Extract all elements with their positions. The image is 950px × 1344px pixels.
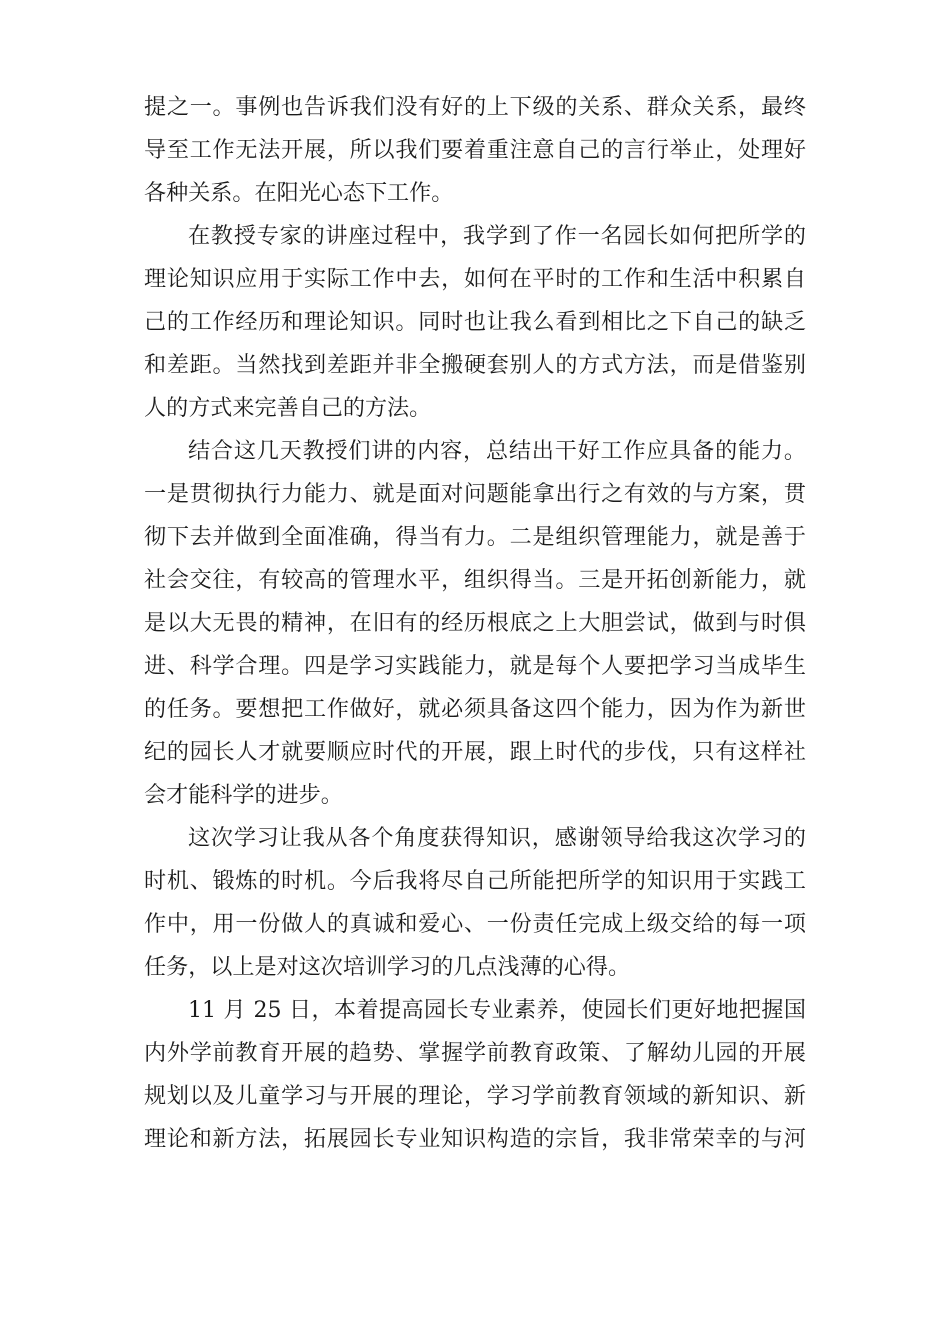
text-line: 导至工作无法开展，所以我们要着重注意自己的言行举止，处理好 [144, 137, 806, 163]
text-line: 进、科学合理。四是学习实践能力，就是每个人要把学习当成毕生 [144, 653, 806, 679]
paragraph-4 [144, 817, 806, 989]
text-line: 己的工作经历和理论知识。同时也让我么看到相比之下自己的缺乏 [144, 309, 806, 335]
text-line: 彻下去并做到全面准确，得当有力。二是组织管理能力，就是善于 [144, 524, 806, 550]
text-line: 这次学习让我从各个角度获得知识，感谢领导给我这次学习的 [188, 825, 806, 851]
text-line: 人的方式来完善自己的方法。 [144, 395, 432, 421]
text-line: 理论和新方法，拓展园长专业知识构造的宗旨，我非常荣幸的与河 [144, 1126, 806, 1152]
text-line: 社会交往，有较高的管理水平，组织得当。三是开拓创新能力，就 [144, 567, 806, 593]
text-line: 一是贯彻执行力能力、就是面对问题能拿出行之有效的与方案，贯 [144, 481, 806, 507]
text-line: 理论知识应用于实际工作中去，如何在平时的工作和生活中积累自 [144, 266, 806, 292]
text-line: 11 月 25 日，本着提高园长专业素养，使园长们更好地把握国 [188, 997, 806, 1023]
text-line: 任务，以上是对这次培训学习的几点浅薄的心得。 [144, 954, 631, 980]
document-body [144, 86, 806, 1161]
paragraph-3 [144, 430, 806, 817]
paragraph-1 [144, 86, 806, 215]
text-line: 各种关系。在阳光心态下工作。 [144, 180, 454, 206]
text-line: 和差距。当然找到差距并非全搬硬套别人的方式方法，而是借鉴别 [144, 352, 806, 378]
text-line: 作中，用一份做人的真诚和爱心、一份责任完成上级交给的每一项 [144, 911, 806, 937]
text-line: 提之一。事例也告诉我们没有好的上下级的关系、群众关系，最终 [144, 94, 806, 120]
text-line: 结合这几天教授们讲的内容，总结出干好工作应具备的能力。 [188, 438, 806, 464]
text-line: 纪的园长人才就要顺应时代的开展，跟上时代的步伐，只有这样社 [144, 739, 806, 765]
text-line: 会才能科学的进步。 [144, 782, 343, 808]
text-line: 规划以及儿童学习与开展的理论，学习学前教育领域的新知识、新 [144, 1083, 806, 1109]
text-line: 在教授专家的讲座过程中，我学到了作一名园长如何把所学的 [188, 223, 806, 249]
text-line: 是以大无畏的精神，在旧有的经历根底之上大胆尝试，做到与时俱 [144, 610, 806, 636]
text-line: 时机、锻炼的时机。今后我将尽自己所能把所学的知识用于实践工 [144, 868, 806, 894]
paragraph-2 [144, 215, 806, 430]
text-line: 内外学前教育开展的趋势、掌握学前教育政策、了解幼儿园的开展 [144, 1040, 806, 1066]
text-line: 的任务。要想把工作做好，就必须具备这四个能力，因为作为新世 [144, 696, 806, 722]
paragraph-5 [144, 989, 806, 1161]
